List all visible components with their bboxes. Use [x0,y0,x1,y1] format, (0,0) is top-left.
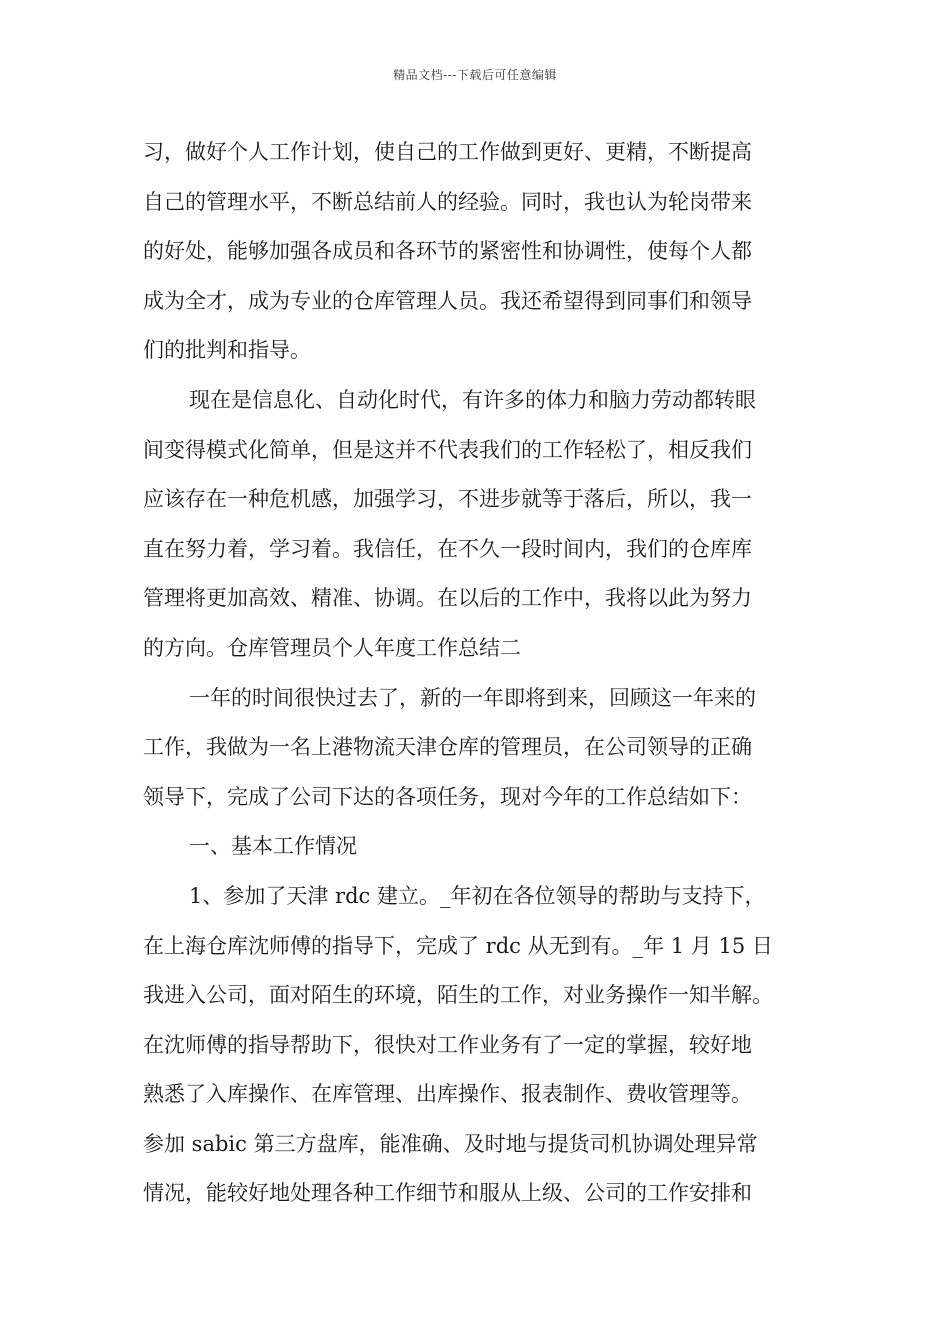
page-header: 精品文档---下载后可任意编辑 [393,68,557,82]
text-line: 们的批判和指导。 [143,338,311,363]
text-line: 成为全才，成为专业的仓库管理人员。我还希望得到同事们和领导 [143,288,752,313]
text-line: 1、参加了天津 rdc 建立。_年初在各位领导的帮助与支持下， [189,883,766,908]
text-line: 在沈师傅的指导帮助下，很快对工作业务有了一定的掌握，较好地 [143,1032,752,1057]
text-line: 的好处，能够加强各成员和各环节的紧密性和协调性，使每个人都 [143,239,752,264]
paragraph-4 [143,872,808,1219]
text-line: 领导下，完成了公司下达的各项任务，现对今年的工作总结如下： [143,784,752,809]
document-body [143,128,808,1219]
paragraph-1 [143,128,808,376]
text-line: 直在努力着，学习着。我信任，在不久一段时间内，我们的仓库库 [143,536,752,561]
text-line: 间变得模式化简单，但是这并不代表我们的工作轻松了，相反我们 [143,437,752,462]
text-line: 情况，能较好地处理各种工作细节和服从上级、公司的工作安排和 [143,1181,752,1206]
text-line: 管理将更加高效、精准、协调。在以后的工作中，我将以此为努力 [143,586,752,611]
text-line: 我进入公司，面对陌生的环境，陌生的工作，对业务操作一知半解。 [143,983,773,1008]
text-line: 习，做好个人工作计划，使自己的工作做到更好、更精，不断提高 [143,140,752,164]
text-line: 自己的管理水平，不断总结前人的经验。同时，我也认为轮岗带来 [143,189,752,214]
text-line: 参加 sabic 第三方盘库，能准确、及时地与提货司机协调处理异常 [143,1131,758,1156]
text-line: 一年的时间很快过去了，新的一年即将到来，回顾这一年来的 [189,685,756,710]
text-line: 在上海仓库沈师傅的指导下，完成了 rdc 从无到有。_年 1 月 15 日 [143,933,773,958]
section-heading [143,822,808,872]
text-line: 现在是信息化、自动化时代，有许多的体力和脑力劳动都转眼 [189,387,756,412]
text-line: 一、基本工作情况 [189,834,357,859]
text-line: 工作，我做为一名上港物流天津仓库的管理员，在公司领导的正确 [143,735,752,760]
text-line: 的方向。仓库管理员个人年度工作总结二 [143,635,521,660]
paragraph-2 [143,376,808,674]
text-line: 熟悉了入库操作、在库管理、出库操作、报表制作、费收管理等。 [143,1082,752,1107]
text-line: 应该存在一种危机感，加强学习，不进步就等于落后，所以，我一 [143,487,752,512]
paragraph-3 [143,674,808,823]
